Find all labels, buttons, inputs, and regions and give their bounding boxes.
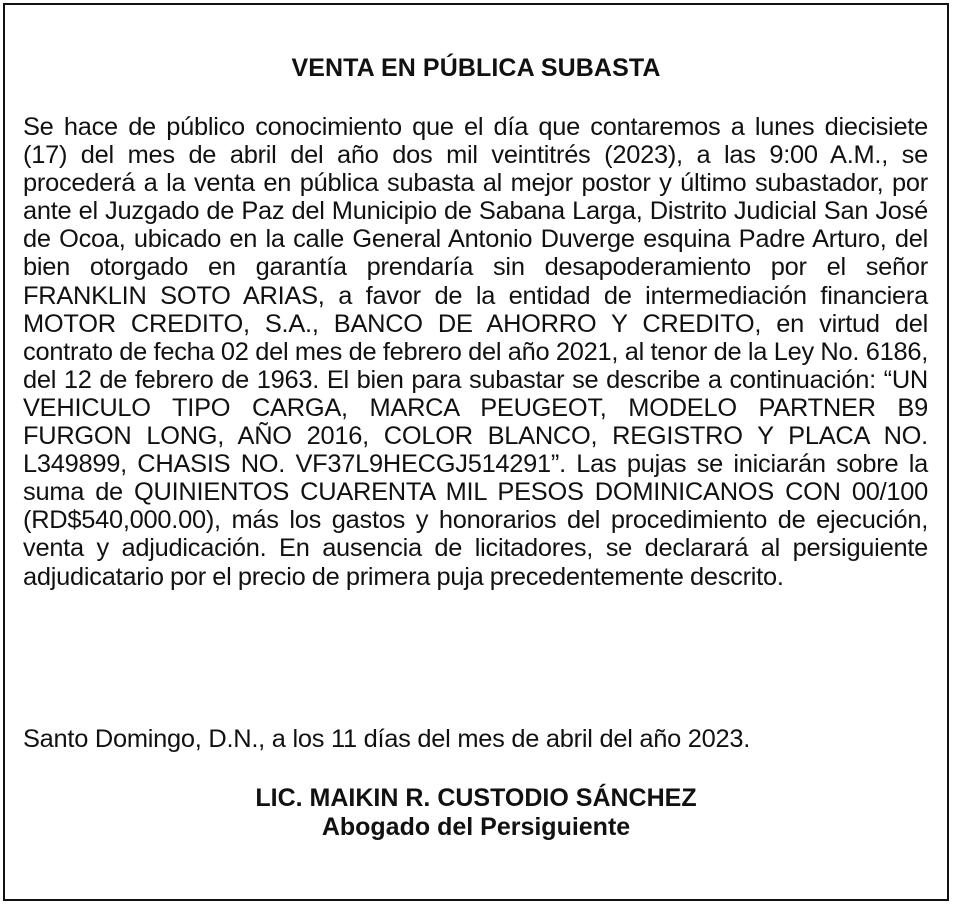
notice-title: VENTA EN PÚBLICA SUBASTA — [291, 54, 661, 82]
auction-notice — [3, 3, 949, 901]
signature-block — [5, 784, 947, 842]
signer-role: Abogado del Persiguiente — [321, 813, 631, 841]
signer-name: LIC. MAIKIN R. CUSTODIO SÁNCHEZ — [255, 784, 697, 812]
notice-dateline: Santo Domingo, D.N., a los 11 días del mes de abril del año 2023. — [23, 725, 751, 753]
notice-body: Se hace de público conocimiento que el día que contaremos a lunes diecisiete (17) del mes de abril del año dos mil veintitrés (2023), a las 9:00 A.M., se procederá a la venta en pública subasta al mejor postor y último subastador, por ante el Juzgado de Paz del Municipio de Sabana Larga, Distrito Judicial San José de Ocoa, ubicado en la calle General Antonio Duverge esquina Padre Arturo, del bien otorgado en garantía prendaría sin desapoderamiento por el señor FRANKLIN SOTO ARIAS, a favor de la entidad de intermediación financiera MOTOR CREDITO, S.A., BANCO DE AHORRO Y CREDITO, en virtud del contrato de fecha 02 del mes de febrero del año 2021, al tenor de la Ley No. 6186, del 12 de febrero de 1963. El bien para subastar se describe a continuación: “UN VEHICULO TIPO CARGA, MARCA PEUGEOT, MODELO PARTNER B9 FURGON LONG, AÑO 2016, COLOR BLANCO, REGISTRO Y PLACA NO. L349899, CHASIS NO. VF37L9HECGJ514291”. Las pujas se iniciarán sobre la suma de QUINIENTOS CUARENTA MIL PESOS DOMINICANOS CON 00/100 (RD$540,000.00), más los gastos y honorarios del procedimiento de ejecución, venta y adjudicación. En ausencia de licitadores, se declarará al persiguiente adjudicatario por el precio de primera puja precedentemente descrito. — [23, 113, 928, 591]
